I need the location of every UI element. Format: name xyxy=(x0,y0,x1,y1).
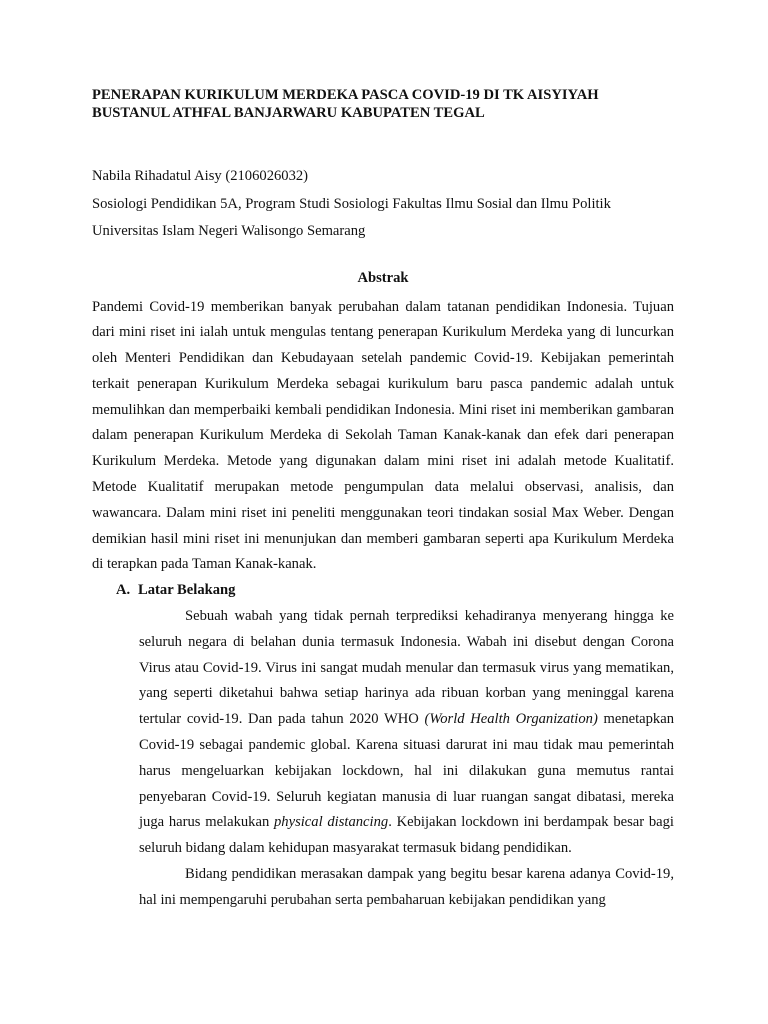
author-affiliation-program: Sosiologi Pendidikan 5A, Program Studi Sosiologi Fakultas Ilmu Sosial dan Ilmu Politik xyxy=(92,195,611,212)
section-a-title: Latar Belakang xyxy=(138,582,236,599)
paragraph-1-italic-distancing: physical distancing xyxy=(274,814,389,831)
document-title xyxy=(92,86,674,122)
title-line-2: BUSTANUL ATHFAL BANJARWARU KABUPATEN TEGAL xyxy=(92,105,485,121)
paragraph-1-italic-who: (World Health Organization) xyxy=(424,711,598,728)
paragraph-1-text-a: Sebuah wabah yang tidak pernah terprediksi kehadiranya menyerang hingga ke seluruh negara di belahan dunia termasuk Indonesia. Wabah ini disebut dengan Corona Virus atau Covid-19. Virus ini sangat mudah menular dan termasuk virus yang mematikan, yang seperti diketahui bahwa setiap harinya ada ribuan korban yang meninggal karena tertular covid-19. Dan pada tahun 2020 WHO xyxy=(139,608,674,728)
title-line-1: PENERAPAN KURIKULUM MERDEKA PASCA COVID-19 DI TK AISYIYAH xyxy=(92,87,599,103)
author-affiliation-university: Universitas Islam Negeri Walisongo Semarang xyxy=(92,223,366,239)
section-a-paragraph-2: Bidang pendidikan merasakan dampak yang begitu besar karena adanya Covid-19, hal ini mempengaruhi perubahan serta pembaharuan kebijakan pendidikan yang xyxy=(139,866,674,908)
section-a-body xyxy=(92,604,674,914)
section-a-paragraph-1 xyxy=(139,604,674,862)
section-a-heading xyxy=(92,578,674,604)
abstract-heading: Abstrak xyxy=(357,269,409,286)
author-info xyxy=(92,163,674,246)
paragraph-1-text-c: . Kebijakan lockdown ini berdampak besar bagi seluruh bidang dalam kehidupan masyarakat termasuk bidang pendidikan. xyxy=(139,814,674,857)
author-name: Nabila Rihadatul Aisy (2106026032) xyxy=(92,168,309,184)
paragraph-1-text-b: menetapkan Covid-19 sebagai pandemic global. Karena situasi darurat ini mau tidak mau pemerintah harus mengeluarkan kebijakan lockdown, hal ini dilakukan guna memutus rantai penyebaran Covid-19. Seluruh kegiatan manusia di luar ruangan sangat dibatasi, mereka juga harus melakukan xyxy=(139,711,675,831)
abstract-text: Pandemi Covid-19 memberikan banyak perubahan dalam tatanan pendidikan Indonesia. Tujuan dari mini riset ini ialah untuk mengulas tentang penerapan Kurikulum Merdeka yang di luncurkan oleh Menteri Pendidikan dan Kebudayaan setelah pandemic Covid-19. Kebijakan pemerintah terkait penerapan Kurikulum Merdeka sebagai kurikulum baru pasca pandemic adalah untuk memulihkan dan memperbaiki kembali pendidikan Indonesia. Mini riset ini memberikan gambaran dalam penerapan Kurikulum Merdeka di Sekolah Taman Kanak-kanak dan efek dari penerapan Kurikulum Merdeka. Metode yang digunakan dalam mini riset ini adalah metode Kualitatif. Metode Kualitatif merupakan metode pengumpulan data melalui observasi, analisis, dan wawancara. Dalam mini riset ini peneliti menggunakan teori tindakan sosial Max Weber. Dengan demikian hasil mini riset ini menunjukan dan memberi gambaran seperti apa Kurikulum Merdeka di terapkan pada Taman Kanak-kanak. xyxy=(92,298,674,573)
document-page xyxy=(92,86,674,914)
section-a-number: A. xyxy=(116,582,131,599)
